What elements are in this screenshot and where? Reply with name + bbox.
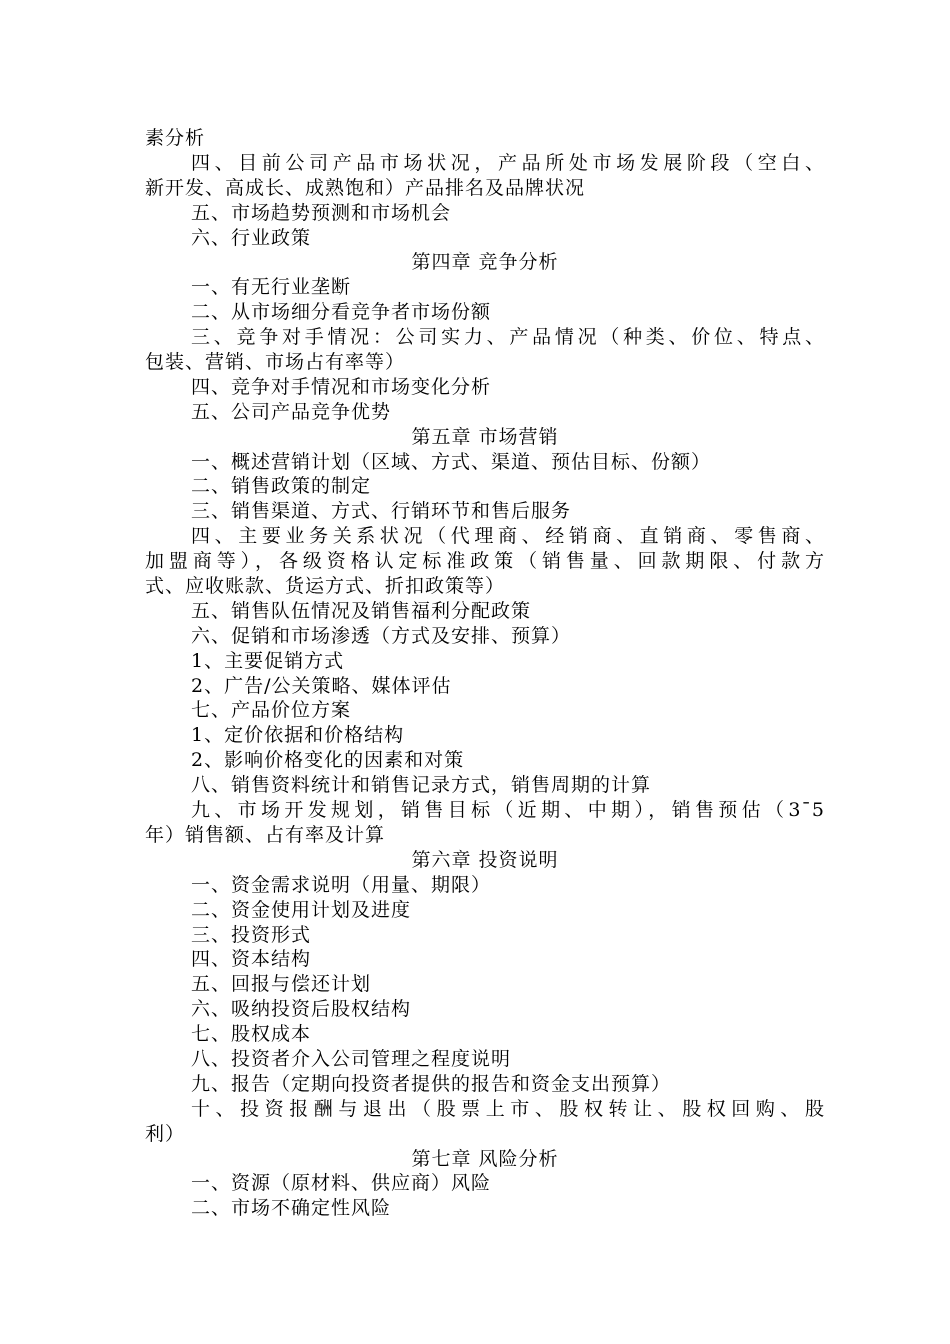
text-line: 三、销售渠道、方式、行销环节和售后服务: [191, 500, 572, 523]
text-line: 四、主要业务关系状况（代理商、经销商、直销商、零售商、: [191, 525, 825, 548]
text-line: 六、行业政策: [191, 226, 312, 249]
text-line: 一、有无行业垄断: [191, 276, 352, 299]
text-line: 素分析: [145, 127, 206, 149]
text-line: 三、投资形式: [191, 923, 312, 946]
chapter-heading: 第四章 竞争分析: [411, 251, 559, 274]
text-line: 九、报告（定期向投资者提供的报告和资金支出预算）: [191, 1072, 672, 1095]
text-line: 五、公司产品竞争优势: [191, 400, 392, 423]
text-line: 七、产品价位方案: [191, 699, 352, 722]
text-line: 八、销售资料统计和销售记录方式，销售周期的计算: [191, 774, 652, 797]
text-line: 一、资源（原材料、供应商）风险: [191, 1172, 492, 1195]
text-line: 包装、营销、市场占有率等）: [145, 351, 406, 374]
text-line: 二、销售政策的制定: [191, 475, 372, 498]
text-line: 十、投资报酬与退出（股票上市、股权转让、股权回购、股: [191, 1097, 825, 1120]
text-line: 五、销售队伍情况及销售福利分配政策: [191, 599, 532, 622]
text-line: 四、竞争对手情况和市场变化分析: [191, 375, 492, 398]
text-line: 二、资金使用计划及进度: [191, 898, 412, 921]
text-line: 六、促销和市场渗透（方式及安排、预算）: [191, 624, 572, 647]
text-line: 五、市场趋势预测和市场机会: [191, 201, 452, 224]
text-line: 新开发、高成长、成熟饱和）产品排名及品牌状况: [145, 176, 586, 199]
text-line: 加盟商等），各级资格认定标准政策（销售量、回款期限、付款方: [145, 550, 825, 573]
text-line: 六、吸纳投资后股权结构: [191, 998, 412, 1021]
chapter-heading: 第五章 市场营销: [411, 425, 559, 448]
text-line: 年）销售额、占有率及计算: [145, 823, 386, 846]
text-line: 三、竞争对手情况：公司实力、产品情况（种类、价位、特点、: [191, 326, 825, 349]
text-line: 四、目前公司产品市场状况，产品所处市场发展阶段（空白、: [191, 151, 825, 174]
chapter-heading: 第七章 风险分析: [411, 1147, 559, 1170]
text-line: 利）: [145, 1122, 186, 1145]
chapter-heading: 第六章 投资说明: [411, 848, 559, 871]
text-line: 九、市场开发规划，销售目标（近期、中期），销售预估（3¯5: [191, 799, 825, 822]
document-page: [145, 126, 825, 1221]
text-line: 1、定价依据和价格结构: [191, 724, 405, 747]
text-line: 2、影响价格变化的因素和对策: [191, 749, 465, 772]
text-line: 二、市场不确定性风险: [191, 1197, 392, 1220]
text-line: 五、回报与偿还计划: [191, 973, 372, 996]
text-line: 1、主要促销方式: [191, 649, 345, 672]
text-line: 四、资本结构: [191, 948, 312, 971]
text-line: 式、应收账款、货运方式、折扣政策等）: [145, 575, 506, 598]
text-line: 一、资金需求说明（用量、期限）: [191, 873, 492, 896]
text-line: 2、广告/公关策略、媒体评估: [191, 674, 452, 697]
text-line: 一、概述营销计划（区域、方式、渠道、预估目标、份额）: [191, 450, 712, 473]
text-line: 七、股权成本: [191, 1023, 312, 1046]
text-line: 八、投资者介入公司管理之程度说明: [191, 1047, 512, 1070]
text-line: 二、从市场细分看竞争者市场份额: [191, 301, 492, 324]
